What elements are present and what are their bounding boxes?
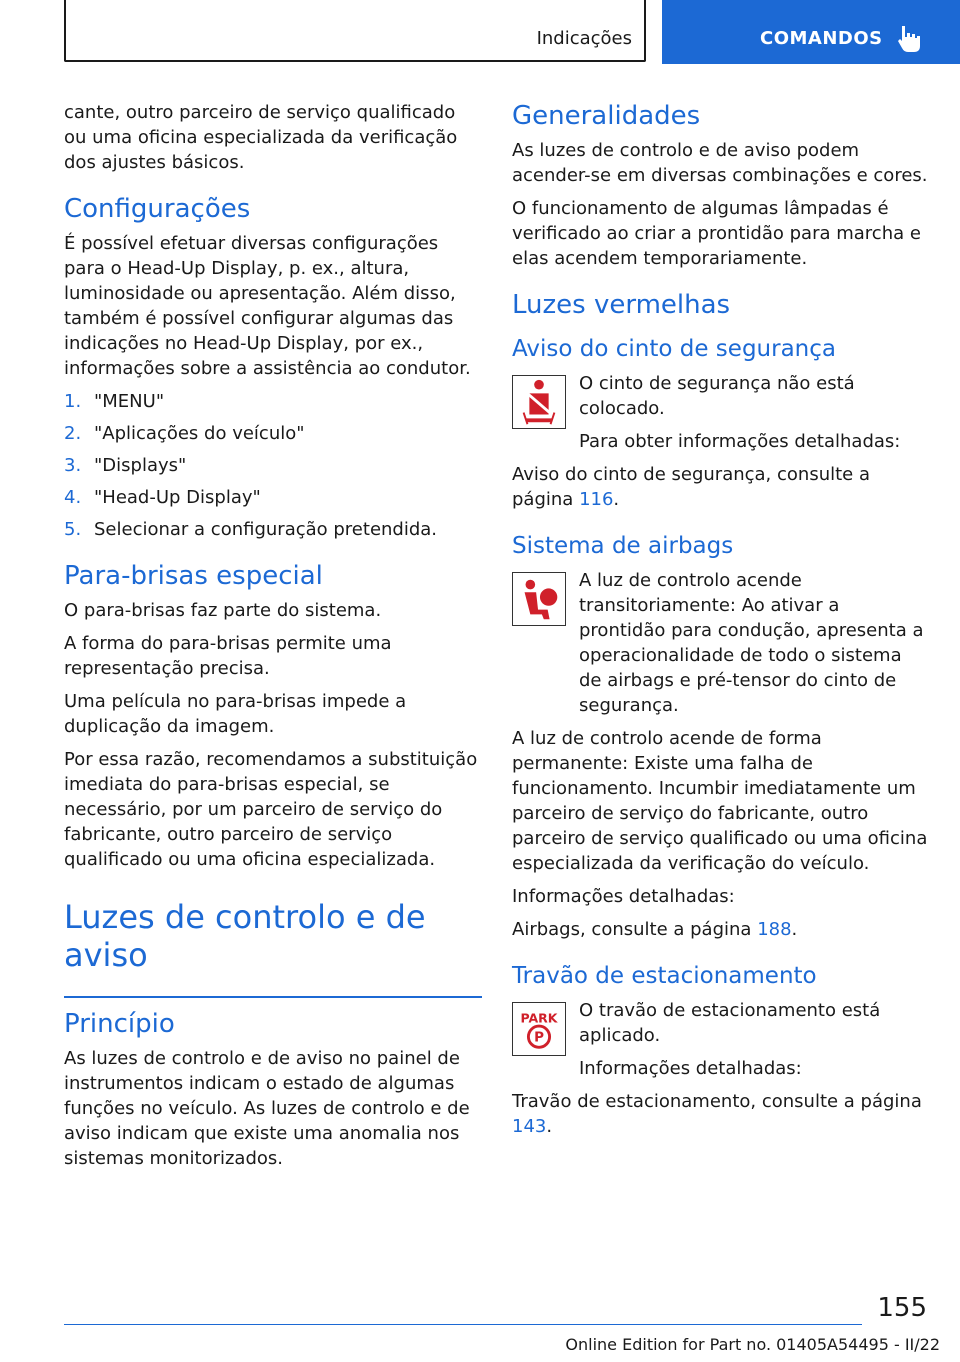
- red-lights-heading: Luzes vermelhas: [512, 290, 731, 320]
- airbag-paragraph-3: Informações detalhadas:: [512, 886, 735, 907]
- park-brake-paragraph-1: O travão de estacionamento está aplicado.: [579, 1000, 881, 1046]
- config-steps-list: [64, 389, 482, 542]
- windshield-heading: Para-brisas especial: [64, 561, 323, 591]
- intro-paragraph: cante, outro parceiro de serviço qualificado ou uma oficina especializada da verificação dos ajustes básicos.: [64, 102, 458, 173]
- general-heading: Generalidades: [512, 101, 701, 131]
- header-chapter-label: COMANDOS: [760, 28, 883, 49]
- list-item: 3. "Displays": [64, 455, 187, 476]
- config-paragraph: É possível efetuar diversas configurações para o Head-Up Display, p. ex., altura, luminosidade ou apresentação. Além disso, também é possível configurar algumas das indicações no Head-Up Display, por ex., informações sobre a assistência ao condutor.: [64, 233, 471, 379]
- header-section-tab: [64, 0, 646, 62]
- seatbelt-paragraph-1: O cinto de segurança não está colocado.: [579, 373, 855, 419]
- seatbelt-paragraph-2: Para obter informações detalhadas:: [579, 431, 901, 452]
- airbag-page-link[interactable]: 188: [757, 919, 792, 940]
- park-brake-reference: Travão de estacionamento, consulte a página 143.: [512, 1091, 922, 1137]
- footer-edition: Online Edition for Part no. 01405A54495 - II/22: [565, 1335, 940, 1354]
- airbag-reference: Airbags, consulte a página 188.: [512, 919, 798, 940]
- airbag-paragraph-2: A luz de controlo acende de forma permanente: Existe uma falha de funcionamento. Incumbir imediatamente um parceiro de serviço do fabricante, outro parceiro de serviço qualificado ou uma oficina especializada da verificação do veículo.: [512, 728, 928, 874]
- principle-paragraph: As luzes de controlo e de aviso no painel de instrumentos indicam o estado de algumas funções no veículo. As luzes de controlo e de aviso indicam que existe uma anomalia nos sistemas monitorizados.: [64, 1048, 470, 1169]
- section-divider: [64, 996, 482, 998]
- header-section-label: Indicações: [536, 28, 632, 49]
- pointing-hand-icon: [896, 24, 922, 54]
- park-brake-heading: Travão de estacionamento: [512, 963, 817, 989]
- windshield-paragraph-3: Uma película no para-brisas impede a duplicação da imagem.: [64, 691, 407, 737]
- park-brake-page-link[interactable]: 143: [512, 1116, 547, 1137]
- list-item: 2. "Aplicações do veículo": [64, 423, 305, 444]
- general-paragraph-2: O funcionamento de algumas lâmpadas é verificado ao criar a prontidão para marcha e elas acendem temporariamente.: [512, 198, 921, 269]
- lights-heading: Luzes de controlo e de aviso: [64, 898, 426, 974]
- page-number: 155: [877, 1293, 927, 1323]
- list-item: 4. "Head-Up Display": [64, 487, 261, 508]
- windshield-paragraph-2: A forma do para-brisas permite uma representação precisa.: [64, 633, 392, 679]
- left-column: [64, 100, 482, 1179]
- svg-text:PARK: PARK: [520, 1010, 558, 1026]
- airbag-paragraph-1: A luz de controlo acende transitoriamente: Ao ativar a prontidão para condução, apresenta a operacionalidade de todo o sistema de airbags e pré-tensor do cinto de segurança.: [579, 570, 924, 716]
- right-column: [512, 100, 928, 1147]
- seatbelt-heading: Aviso do cinto de segurança: [512, 336, 836, 362]
- header-chapter-tab: [662, 0, 960, 64]
- airbag-heading: Sistema de airbags: [512, 533, 734, 559]
- park-brake-block: [512, 998, 928, 1081]
- principle-heading: Princípio: [64, 1009, 175, 1039]
- airbag-block: [512, 568, 928, 718]
- airbag-warning-icon: [512, 572, 566, 626]
- seatbelt-warning-icon: [512, 375, 566, 429]
- seatbelt-page-link[interactable]: 116: [579, 489, 614, 510]
- list-item: 1. "MENU": [64, 391, 165, 412]
- config-heading: Configurações: [64, 194, 251, 224]
- seatbelt-reference: Aviso do cinto de segurança, consulte a página 116.: [512, 464, 870, 510]
- svg-text:P: P: [534, 1029, 544, 1046]
- park-brake-paragraph-2: Informações detalhadas:: [579, 1058, 802, 1079]
- general-paragraph-1: As luzes de controlo e de aviso podem acender-se em diversas combinações e cores.: [512, 140, 928, 186]
- park-brake-warning-icon: [512, 1002, 566, 1056]
- windshield-paragraph-1: O para-brisas faz parte do sistema.: [64, 600, 382, 621]
- footer-divider: [64, 1324, 862, 1325]
- windshield-paragraph-4: Por essa razão, recomendamos a substituição imediata do para-brisas especial, se necessário, por um parceiro de serviço do fabricante, outro parceiro de serviço qualificado ou uma oficina especializada.: [64, 749, 478, 870]
- list-item: 5. Selecionar a configuração pretendida.: [64, 519, 438, 540]
- seatbelt-block: [512, 371, 928, 454]
